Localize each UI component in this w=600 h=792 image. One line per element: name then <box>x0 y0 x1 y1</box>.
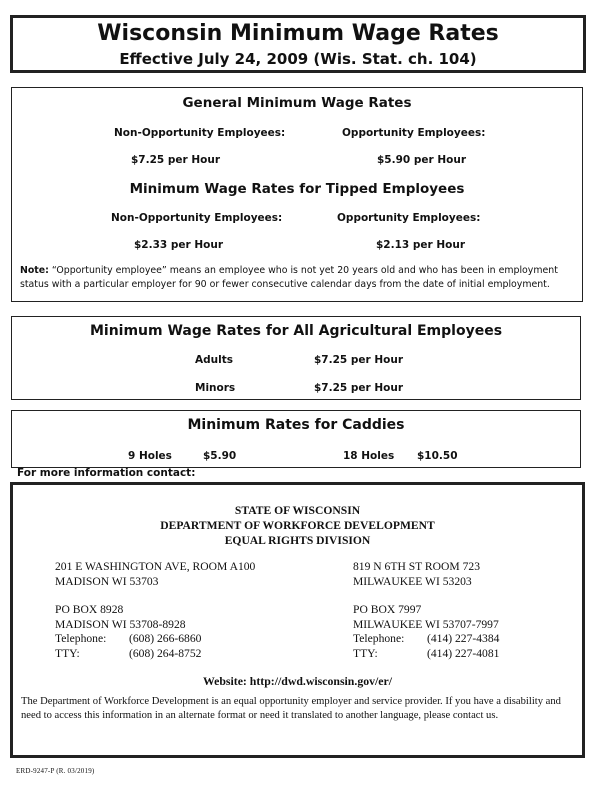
page-subtitle: Effective July 24, 2009 (Wis. Stat. ch. 104) <box>119 50 477 68</box>
eighteen-holes-rate: $10.50 <box>417 450 458 462</box>
madison-street: 201 E WASHINGTON AVE, ROOM A100 <box>55 560 256 573</box>
madison-city: MADISON WI 53703 <box>55 574 159 588</box>
note-text: “Opportunity employee” means an employee who is not yet 20 years old and who has been in employment status with a particular employer for 90 or fewer consecutive calendar days from the date of initial employment. <box>20 265 558 290</box>
tipped-non-opportunity-label: Non-Opportunity Employees: <box>111 212 283 224</box>
contact-division: EQUAL RIGHTS DIVISION <box>224 534 371 547</box>
milwaukee-city: MILWAUKEE WI 53203 <box>353 574 472 588</box>
contact-department: DEPARTMENT OF WORKFORCE DEVELOPMENT <box>160 519 435 532</box>
milwaukee-po-block <box>353 603 499 661</box>
madison-po-block <box>55 603 201 661</box>
more-info-label: For more information contact: <box>17 467 196 479</box>
madison-tty: (608) 264-8752 <box>129 646 202 660</box>
madison-po-city: MADISON WI 53708-8928 <box>55 617 186 631</box>
agricultural-heading: Minimum Wage Rates for All Agricultural Employees <box>89 323 503 339</box>
minors-label: Minors <box>195 382 236 394</box>
opportunity-label: Opportunity Employees: <box>342 127 486 139</box>
nine-holes-label: 9 Holes <box>128 450 172 462</box>
minors-rate: $7.25 per Hour <box>314 382 403 394</box>
milwaukee-telephone: (414) 227-4384 <box>427 632 500 645</box>
adults-rate: $7.25 per Hour <box>314 354 403 366</box>
non-opportunity-rate: $7.25 per Hour <box>131 154 220 166</box>
tipped-opportunity-rate: $2.13 per Hour <box>376 239 465 251</box>
opportunity-rate: $5.90 per Hour <box>377 154 466 166</box>
madison-telephone: (608) 266-6860 <box>129 632 202 645</box>
contact-box <box>10 482 585 758</box>
title-box <box>10 15 586 73</box>
website-link[interactable]: Website: http://dwd.wisconsin.gov/er/ <box>202 674 393 688</box>
tipped-opportunity-label: Opportunity Employees: <box>337 212 481 224</box>
disclaimer-text: The Department of Workforce Development is an equal opportunity employer and service provider. If you have a disability and need to access this information in an alternate format or need it translated to another language, please contact us. <box>21 696 561 721</box>
general-heading: General Minimum Wage Rates <box>182 95 412 111</box>
madison-tty-label: TTY: <box>55 646 80 660</box>
page-title: Wisconsin Minimum Wage Rates <box>97 21 499 46</box>
milwaukee-street: 819 N 6TH ST ROOM 723 <box>353 560 481 573</box>
milwaukee-po-box: PO BOX 7997 <box>353 603 422 616</box>
form-number: ERD-9247-P (R. 03/2019) <box>16 767 95 775</box>
tipped-non-opportunity-rate: $2.33 per Hour <box>134 239 223 251</box>
milwaukee-po-city: MILWAUKEE WI 53707-7997 <box>353 617 499 631</box>
madison-telephone-label: Telephone: <box>55 632 107 645</box>
non-opportunity-label: Non-Opportunity Employees: <box>114 127 286 139</box>
eighteen-holes-label: 18 Holes <box>343 450 395 462</box>
agricultural-wage-box <box>11 316 581 400</box>
madison-address <box>55 560 255 589</box>
milwaukee-telephone-label: Telephone: <box>353 632 405 645</box>
tipped-heading: Minimum Wage Rates for Tipped Employees <box>129 181 465 197</box>
milwaukee-address <box>353 560 480 589</box>
adults-label: Adults <box>195 354 233 366</box>
madison-po-box: PO BOX 8928 <box>55 603 124 616</box>
caddies-wage-box <box>11 410 581 468</box>
milwaukee-tty-label: TTY: <box>353 646 378 660</box>
caddies-heading: Minimum Rates for Caddies <box>187 417 405 433</box>
opportunity-note <box>20 264 574 292</box>
note-label: Note: <box>20 265 49 276</box>
general-wage-box <box>11 87 583 302</box>
nine-holes-rate: $5.90 <box>203 450 237 462</box>
contact-state: STATE OF WISCONSIN <box>234 504 361 517</box>
milwaukee-tty: (414) 227-4081 <box>427 646 500 660</box>
